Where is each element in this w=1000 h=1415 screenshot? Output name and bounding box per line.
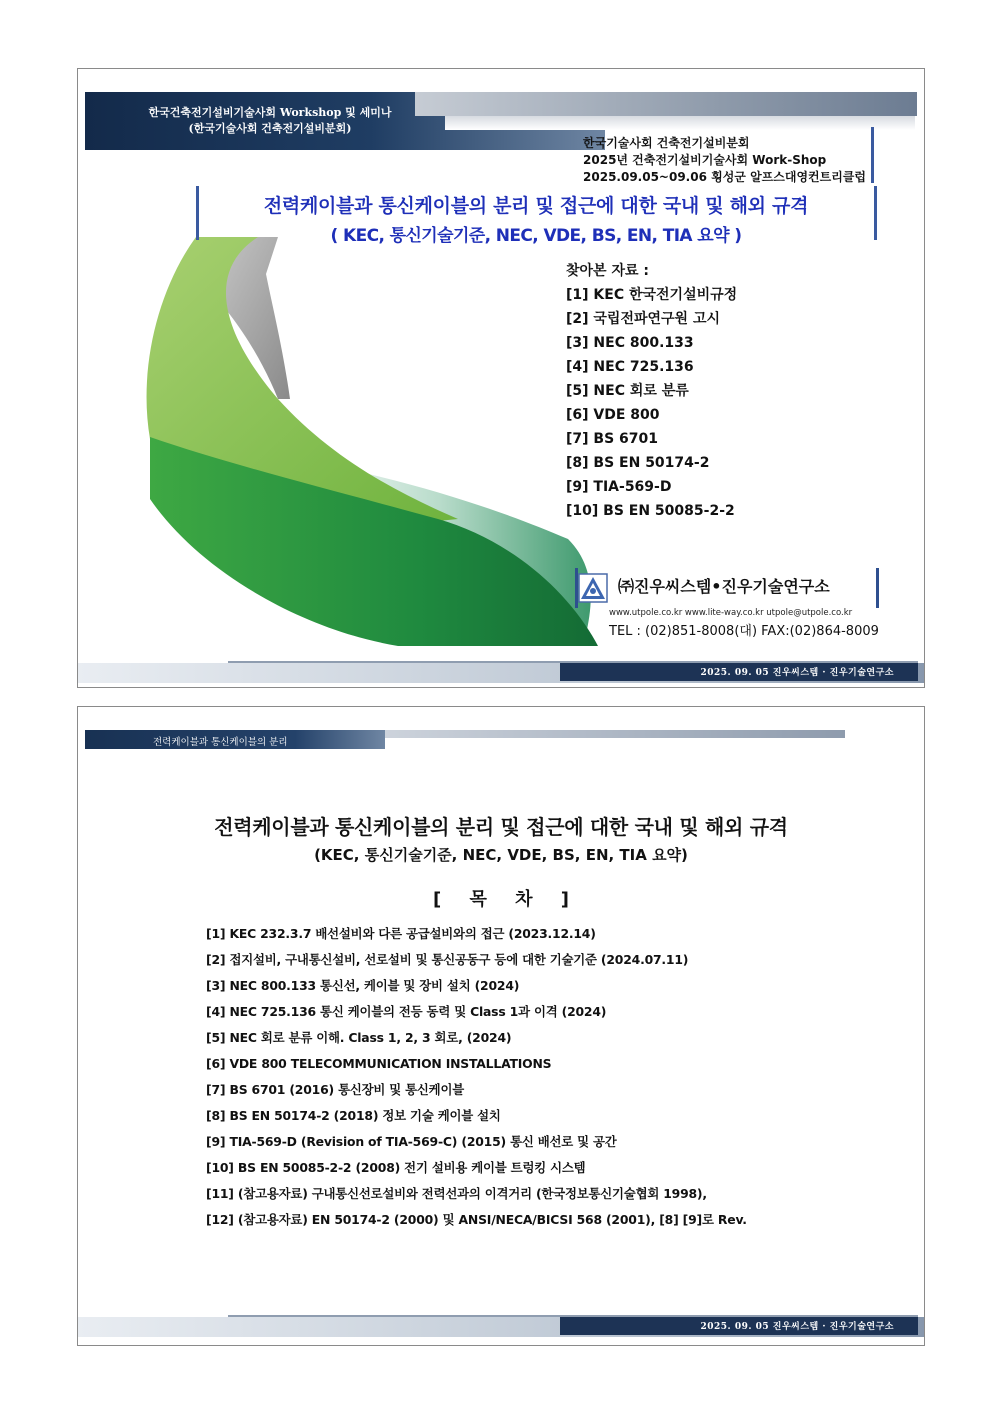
list-item: [9] TIA-569-D xyxy=(566,479,672,495)
list-item: [9] TIA-569-D (Revision of TIA-569-C) (2015) 통신 배선로 및 공간 xyxy=(206,1134,617,1149)
list-item: [7] BS 6701 xyxy=(566,431,659,447)
slide-2 xyxy=(77,706,925,1346)
list-item: [3] NEC 800.133 통신선, 케이블 및 장비 설치 (2024) xyxy=(206,978,520,993)
reference-list xyxy=(566,259,737,523)
toc-subtitle: (KEC, 통신기술기준, NEC, VDE, BS, EN, TIA 요약) xyxy=(314,846,688,864)
toc-title: 전력케이블과 통신케이블의 분리 및 접근에 대한 국내 및 해외 규격 xyxy=(214,815,788,839)
slide-1-footer xyxy=(78,653,924,683)
list-item: [6] VDE 800 xyxy=(566,407,660,423)
company-divider-right xyxy=(876,568,879,608)
header-text: 전력케이블과 통신케이블의 분리 xyxy=(153,737,288,748)
event-date-place: 2025.09.05~09.06 횡성군 알프스대영컨트리클럽 xyxy=(583,170,866,184)
list-item: [10] BS EN 50085-2-2 xyxy=(566,503,735,519)
list-item: [2] 접지설비, 구내통신설비, 선로설비 및 통신공동구 등에 대한 기술기준 (2024.07.11) xyxy=(206,952,689,967)
slide-1 xyxy=(77,68,925,688)
footer-text: 2025. 09. 05 진우씨스템 · 진우기술연구소 xyxy=(700,1322,894,1332)
list-item: [5] NEC 회로 분류 xyxy=(566,383,689,399)
event-info xyxy=(583,135,866,186)
company-logo-icon xyxy=(578,573,608,603)
list-item: [6] VDE 800 TELECOMMUNICATION INSTALLATIONS xyxy=(206,1056,552,1071)
list-item: [12] (참고용자료) EN 50174-2 (2000) 및 ANSI/NECA/BICSI 568 (2001), [8] [9]로 Rev. xyxy=(206,1212,747,1227)
list-item: [2] 국립전파연구원 고시 xyxy=(566,311,721,327)
list-item: [7] BS 6701 (2016) 통신장비 및 통신케이블 xyxy=(206,1082,464,1097)
toc-heading: [ 목 차 ] xyxy=(432,889,570,910)
header-line-2: (한국기술사회 건축전기설비분회) xyxy=(188,122,352,135)
company-block xyxy=(575,568,879,644)
company-tel: TEL : (02)851-8008(대) FAX:(02)864-8009 xyxy=(609,624,879,639)
list-item: [1] KEC 232.3.7 배선설비와 다른 공급설비와의 접근 (2023.12.14) xyxy=(206,926,596,941)
slide-1-title xyxy=(200,191,872,246)
header-shade xyxy=(445,116,915,130)
list-item: [10] BS EN 50085-2-2 (2008) 전기 설비용 케이블 트렁킹 시스템 xyxy=(206,1160,586,1175)
list-item: [3] NEC 800.133 xyxy=(566,335,694,351)
event-divider xyxy=(871,127,874,183)
main-title: 전력케이블과 통신케이블의 분리 및 접근에 대한 국내 및 해외 규격 xyxy=(263,195,809,217)
title-bar-right xyxy=(874,186,877,240)
list-item: [4] NEC 725.136 xyxy=(566,359,694,375)
list-item: [5] NEC 회로 분류 이해. Class 1, 2, 3 회로, (2024) xyxy=(206,1030,512,1045)
toc-list xyxy=(206,921,747,1233)
list-item: [1] KEC 한국전기설비규정 xyxy=(566,287,738,303)
company-name: ㈜진우씨스템•진우기술연구소 xyxy=(618,577,830,596)
main-subtitle: ( KEC, 통신기술기준, NEC, VDE, BS, EN, TIA 요약 ) xyxy=(330,226,742,246)
header-bar-grey xyxy=(415,92,917,116)
list-item: [4] NEC 725.136 통신 케이블의 전등 동력 및 Class 1과 이격 (2024) xyxy=(206,1004,607,1019)
slide-2-title xyxy=(78,811,924,865)
reference-heading: 찾아본 자료 : xyxy=(566,263,649,279)
event-name: 2025년 건축전기설비기술사회 Work-Shop xyxy=(583,153,827,167)
header-line-1: 한국건축전기설비기술사회 Workshop 및 세미나 xyxy=(148,106,392,119)
list-item: [8] BS EN 50174-2 (2018) 정보 기술 케이블 설치 xyxy=(206,1108,501,1123)
company-web: www.utpole.co.kr www.lite-way.co.kr utpole@utpole.co.kr xyxy=(609,608,853,618)
event-org: 한국기술사회 건축전기설비분회 xyxy=(583,136,750,150)
slide-2-footer xyxy=(78,1307,924,1337)
list-item: [8] BS EN 50174-2 xyxy=(566,455,710,471)
title-bar-left xyxy=(196,186,199,240)
footer-text: 2025. 09. 05 진우씨스템 · 진우기술연구소 xyxy=(700,668,894,678)
slide-2-header xyxy=(85,730,845,752)
list-item: [11] (참고용자료) 구내통신선로설비와 전력선과의 이격거리 (한국정보통신기술협회 1998), xyxy=(206,1186,707,1201)
